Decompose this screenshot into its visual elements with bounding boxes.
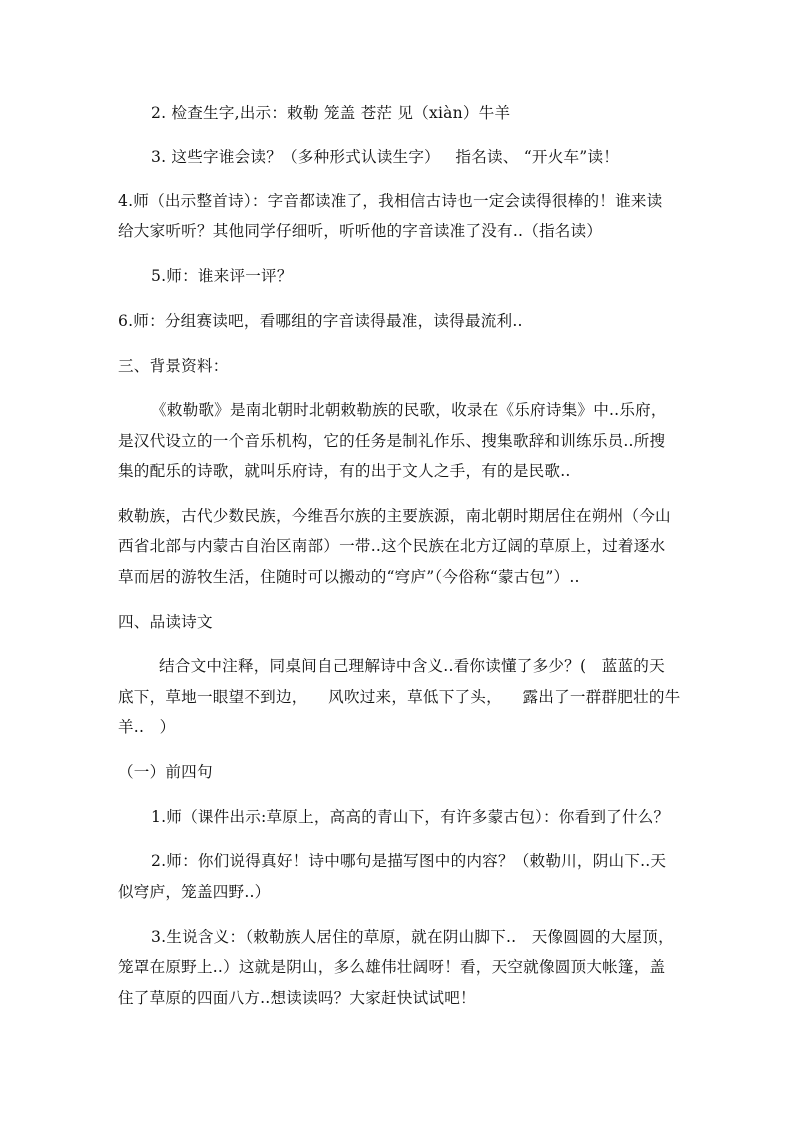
background-para-1-line-1: 《敕勒歌》是南北朝时北朝敕勒族的民歌，收录在《乐府诗集》中..乐府， bbox=[151, 401, 667, 419]
step-1-line: 1.师（课件出示:草原上，高高的青山下，有许多蒙古包）：你看到了什么？ bbox=[151, 808, 670, 826]
reading-para-line-2: 底下，草地一眼望不到边， 风吹过来，草低下了头， 露出了一群群肥壮的牛 bbox=[118, 688, 681, 706]
subsection-1-heading: （一）前四句 bbox=[118, 763, 213, 781]
step-3b-line-3: 住了草原的四面八方..想读读吗？大家赶快试试吧！ bbox=[118, 989, 476, 1007]
section-4-heading: 四、品读诗文 bbox=[118, 613, 213, 631]
background-para-2-line-1: 敕勒族，古代少数民族，今维吾尔族的主要族源，南北朝时期居住在朔州（今山 bbox=[118, 507, 671, 525]
step-5-line: 5.师：谁来评一评？ bbox=[151, 267, 293, 285]
step-2b-line-2: 似穹庐，笼盖四野..） bbox=[118, 883, 271, 901]
step-3b-line-1: 3.生说含义：（敕勒族人居住的草原，就在阴山脚下.. 天像圆圆的大屋顶， bbox=[151, 928, 674, 946]
step-2b-line-1: 2.师：你们说得真好！诗中哪句是描写图中的内容？（敕勒川，阴山下..天 bbox=[151, 852, 667, 870]
step-4-line-1: 4.师（出示整首诗）：字音都读准了，我相信古诗也一定会读得很棒的！谁来读 bbox=[118, 192, 663, 210]
step-2-line: 2. 检查生字,出示：敕勒 笼盖 苍茫 见（xiàn）牛羊 bbox=[151, 104, 511, 122]
background-para-1-line-3: 集的配乐的诗歌，就叫乐府诗，有的出于文人之手，有的是民歌.. bbox=[118, 462, 571, 480]
step-3-line: 3. 这些字谁会读？（多种形式认读生字） 指名读、 “开火车”读！ bbox=[151, 148, 620, 166]
section-3-heading: 三、背景资料： bbox=[118, 357, 229, 375]
step-3b-line-2: 笼罩在原野上..）这就是阴山，多么雄伟壮阔呀！看，天空就像圆顶大帐篷，盖 bbox=[118, 958, 666, 976]
reading-para-line-3: 羊.. ） bbox=[118, 718, 176, 736]
step-4-line-2: 给大家听听？其他同学仔细听，听听他的字音读准了没有..（指名读） bbox=[118, 222, 603, 240]
background-para-1-line-2: 是汉代设立的一个音乐机构，它的任务是制礼作乐、搜集歌辞和训练乐员..所搜 bbox=[118, 432, 666, 450]
background-para-2-line-2: 西省北部与内蒙古自治区南部）一带..这个民族在北方辽阔的草原上，过着逐水 bbox=[118, 537, 666, 555]
background-para-2-line-3: 草而居的游牧生活，住随时可以搬动的“穹庐”（今俗称“蒙古包”）.. bbox=[118, 568, 580, 586]
reading-para-line-1: 结合文中注释，同桌间自己理解诗中含义..看你读懂了多少？( 蓝蓝的天 bbox=[159, 657, 665, 675]
step-6-line: 6.师：分组赛读吧，看哪组的字音读得最准，读得最流利.. bbox=[118, 312, 523, 330]
